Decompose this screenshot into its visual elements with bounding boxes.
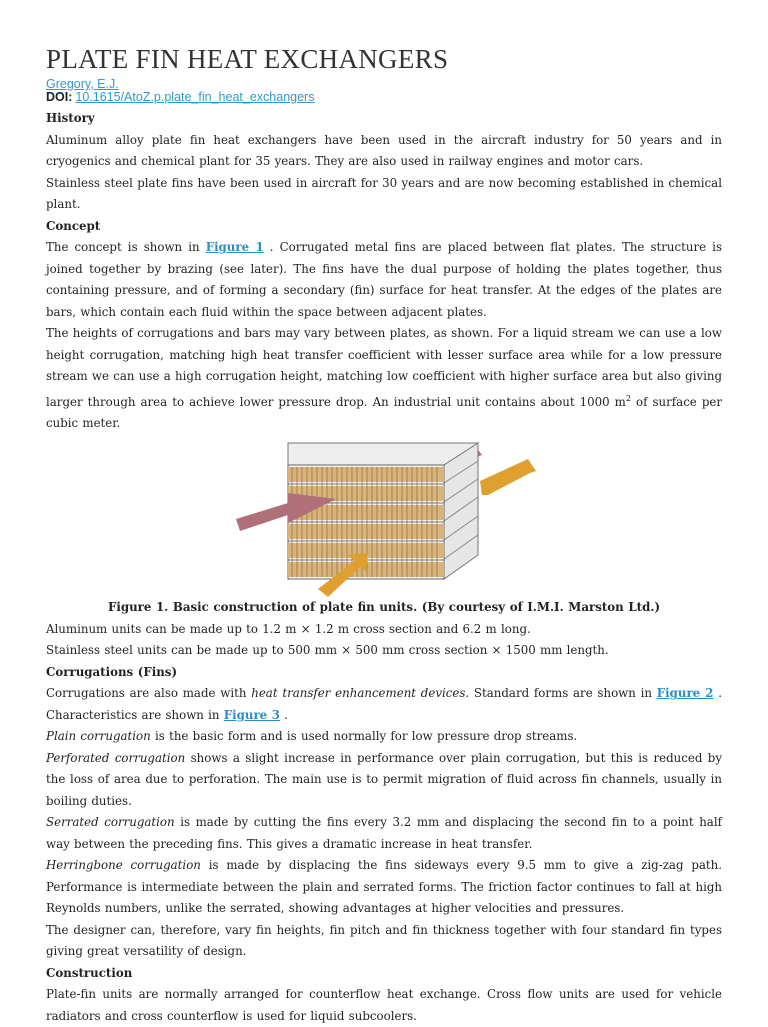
concept-paragraph-1 (46, 237, 722, 323)
term-herringbone: Herringbone corrugation (46, 858, 201, 873)
figure-2-link[interactable]: Figure 2 (656, 686, 714, 701)
doi-line (46, 90, 314, 104)
perforated-corrugation-paragraph (46, 748, 722, 813)
article-body (46, 108, 722, 1027)
concept-paragraph-2 (46, 323, 722, 434)
term-perforated: Perforated corrugation (46, 750, 186, 765)
designer-paragraph: The designer can, therefore, vary fin heights, fin pitch and fin thickness together with four standard fin types giving great versatility of design. (46, 922, 722, 959)
corrugations-italic: heat transfer enhancement devices. (251, 686, 470, 701)
corrugations-text: Corrugations are also made with (46, 686, 252, 701)
sizes-paragraph-1: Aluminum units can be made up to 1.2 m × 1.2 m cross section and 6.2 m long. (46, 621, 531, 636)
plate-fin-illustration (236, 437, 586, 597)
figure-1-link[interactable]: Figure 1 (205, 240, 264, 254)
figure-1-caption: Figure 1. Basic construction of plate fin units. (By courtesy of I.M.I. Marston Ltd.) (107, 600, 661, 615)
doi-label: DOI: (46, 90, 73, 104)
concept-text: The concept is shown in (46, 240, 206, 254)
superscript: 2 (625, 393, 631, 403)
sizes-paragraph-2: Stainless steel units can be made up to 500 mm × 500 mm cross section × 1500 mm length. (46, 643, 609, 658)
page-title: PLATE FIN HEAT EXCHANGERS (46, 44, 449, 74)
herringbone-corrugation-paragraph (46, 855, 722, 920)
concept-text: . Corrugated metal fins are placed between flat plates. The structure is joined together by brazing (see later). The fins have the dual purpose of holding the plates together, thus containing pressure, and of forming a secondary (fin) surface for heat transfer. At the edges of the plates are bars, which contain each fluid within the space between adjacent plates. (46, 240, 722, 319)
figure-3-link[interactable]: Figure 3 (223, 707, 280, 722)
herringbone-text: is made by displacing the fins sideways every 9.5 mm to give a zig-zag path. Performance is intermediate between the plain and serrated forms. The friction factor continues to fall at high Reynolds numbers, unlike the serrated, showing advantages at higher velocities and pressures. (46, 858, 722, 916)
construction-paragraph-1: Plate-fin units are normally arranged for counterflow heat exchange. Cross flow units are used for vehicle radiators and cross counterflow is used for liquid subcoolers. (46, 987, 722, 1023)
corrugations-text: Standard forms are shown in (469, 686, 657, 701)
corrugations-text: . Characteristics are shown in (46, 686, 723, 722)
corrugations-text: . (280, 707, 288, 722)
perforated-text: shows a slight increase in performance over plain corrugation, but this is reduced by the loss of area due to perforation. The main use is to permit migration of fluid across fin channels, usually in boiling duties. (46, 750, 722, 808)
plain-corrugation-paragraph (46, 726, 722, 748)
serrated-text: is made by cutting the fins every 3.2 mm and displacing the second fin to a point half way between the preceding fins. This gives a dramatic increase in heat transfer. (46, 815, 722, 851)
arrow-cold-right (480, 459, 536, 495)
figure-1 (46, 437, 722, 597)
concept-text: of surface per cubic meter. (46, 394, 722, 430)
doi-link[interactable]: 10.1615/AtoZ.p.plate_fin_heat_exchangers (75, 90, 315, 104)
concept-text: The heights of corrugations and bars may vary between plates, as shown. For a liquid stream we can use a low height corrugation, matching high heat transfer coefficient with lesser surface area while for a low pressure stream we can use a high corrugation height, matching low coefficient with higher surface area but also giving larger through area to achieve lower pressure drop. An industrial unit contains about 1000 m (46, 326, 722, 409)
history-paragraph-1: Aluminum alloy plate fin heat exchangers have been used in the aircraft industry for 50 years and in cryogenics and chemical plant for 35 years. They are also used in railway engines and motor cars. (46, 132, 722, 168)
corrugations-paragraph-1 (46, 683, 722, 726)
section-heading-history: History (46, 111, 95, 125)
section-heading-corrugations: Corrugations (Fins) (46, 664, 178, 679)
serrated-corrugation-paragraph (46, 812, 722, 855)
block-side-face (444, 443, 478, 579)
term-serrated: Serrated corrugation (46, 815, 175, 830)
history-paragraph-2: Stainless steel plate fins have been used in aircraft for 30 years and are now becoming established in chemical plant. (46, 175, 722, 211)
plain-text: is the basic form and is used normally for low pressure drop streams. (150, 729, 578, 744)
term-plain: Plain corrugation (46, 729, 151, 744)
author-link[interactable]: Gregory, E.J. (46, 77, 119, 91)
section-heading-construction: Construction (46, 965, 133, 980)
section-heading-concept: Concept (46, 218, 101, 233)
